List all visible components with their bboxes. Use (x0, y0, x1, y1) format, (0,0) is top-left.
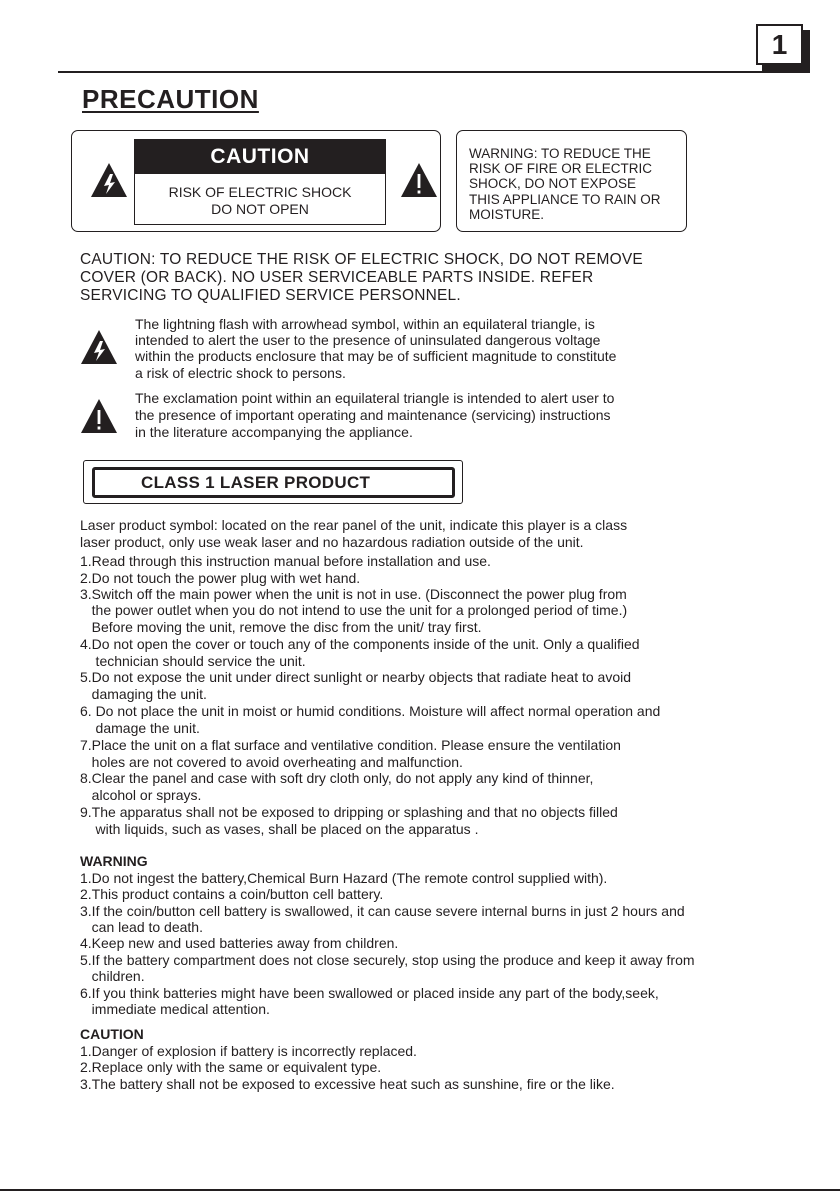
instruction-line: 5.Do not expose the unit under direct sunlight or nearby objects that radiate heat to avoid (80, 669, 632, 685)
instruction-line: damaging the unit. (80, 686, 207, 702)
instruction-line: 3.Switch off the main power when the unit is not in use. (Disconnect the power plug from (80, 586, 627, 602)
lightning-warning-icon (90, 162, 128, 198)
warning-item-line: children. (80, 968, 145, 984)
warning-item-line: 6.If you think batteries might have been swallowed or placed inside any part of the body,seek, (80, 985, 659, 1001)
warning-box-line: WARNING: TO REDUCE THE (469, 146, 651, 161)
instruction-line: 9.The apparatus shall not be exposed to dripping or splashing and that no objects filled (80, 804, 618, 820)
caution-label-line-1: RISK OF ELECTRIC SHOCK (168, 184, 352, 200)
instruction-line: Before moving the unit, remove the disc from the unit/ tray first. (80, 619, 482, 635)
lightning-note-line: a risk of electric shock to persons. (135, 365, 346, 381)
exclamation-warning-icon (400, 162, 438, 198)
instruction-line: 4.Do not open the cover or touch any of the components inside of the unit. Only a qualified (80, 636, 640, 652)
instruction-line: the power outlet when you do not intend to use the unit for a prolonged period of time.) (80, 602, 628, 618)
laser-text-line: Laser product symbol: located on the rear panel of the unit, indicate this player is a class (80, 517, 628, 533)
instruction-line: 8.Clear the panel and case with soft dry cloth only, do not apply any kind of thinner, (80, 770, 594, 786)
page-title: PRECAUTION (82, 84, 259, 114)
warning-item-line: 2.This product contains a coin/button cell battery. (80, 886, 384, 902)
instruction-line: 7.Place the unit on a flat surface and ventilative condition. Please ensure the ventilation (80, 737, 621, 753)
warning-item-line: 4.Keep new and used batteries away from children. (80, 935, 399, 951)
exclamation-note-line: the presence of important operating and maintenance (servicing) instructions (135, 407, 611, 423)
caution-heading: CAUTION (80, 1026, 144, 1042)
laser-label: CLASS 1 LASER PRODUCT (92, 467, 455, 498)
instruction-line: technician should service the unit. (80, 653, 306, 669)
exclamation-note-line: The exclamation point within an equilateral triangle is intended to alert user to (135, 390, 615, 406)
instruction-line: holes are not covered to avoid overheating and malfunction. (80, 754, 463, 770)
page-number: 1 (756, 24, 803, 65)
warning-box-line: SHOCK, DO NOT EXPOSE (469, 176, 637, 191)
caution-label-heading: CAUTION (134, 139, 386, 174)
footer-rule (0, 1189, 840, 1191)
warning-box-line: MOISTURE. (469, 207, 545, 222)
lightning-warning-icon (80, 329, 118, 365)
caution-statement-line: COVER (OR BACK). NO USER SERVICEABLE PARTS INSIDE. REFER (80, 269, 594, 286)
caution-item-line: 3.The battery shall not be exposed to excessive heat such as sunshine, fire or the like. (80, 1076, 615, 1092)
lightning-note-line: intended to alert the user to the presence of uninsulated dangerous voltage (135, 332, 601, 348)
warning-item-line: 1.Do not ingest the battery,Chemical Burn Hazard (The remote control supplied with). (80, 870, 608, 886)
caution-statement-line: SERVICING TO QUALIFIED SERVICE PERSONNEL. (80, 287, 461, 304)
instruction-line: 6. Do not place the unit in moist or humid conditions. Moisture will affect normal operation and (80, 703, 661, 719)
caution-statement-line: CAUTION: TO REDUCE THE RISK OF ELECTRIC SHOCK, DO NOT REMOVE (80, 251, 643, 268)
exclamation-warning-icon (80, 398, 118, 434)
caution-label-line-2: DO NOT OPEN (211, 201, 309, 217)
header-rule (58, 71, 810, 73)
lightning-note-line: The lightning flash with arrowhead symbol, within an equilateral triangle, is (135, 316, 595, 332)
warning-item-line: 3.If the coin/button cell battery is swallowed, it can cause severe internal burns in just 2 hours and (80, 903, 685, 919)
instruction-line: with liquids, such as vases, shall be placed on the apparatus . (80, 821, 479, 837)
caution-item-line: 2.Replace only with the same or equivalent type. (80, 1059, 382, 1075)
warning-item-line: can lead to death. (80, 919, 203, 935)
instruction-line: 1.Read through this instruction manual before installation and use. (80, 553, 491, 569)
warning-box-line: RISK OF FIRE OR ELECTRIC (469, 161, 653, 176)
caution-item-line: 1.Danger of explosion if battery is incorrectly replaced. (80, 1043, 417, 1059)
warning-item-line: 5.If the battery compartment does not close securely, stop using the produce and keep it away from (80, 952, 695, 968)
laser-text-line: laser product, only use weak laser and no hazardous radiation outside of the unit. (80, 534, 584, 550)
instruction-line: alcohol or sprays. (80, 787, 202, 803)
warning-item-line: immediate medical attention. (80, 1001, 270, 1017)
lightning-note-line: within the products enclosure that may be of sufficient magnitude to constitute (135, 348, 617, 364)
exclamation-note-line: in the literature accompanying the appliance. (135, 424, 413, 440)
instruction-line: damage the unit. (80, 720, 200, 736)
warning-heading: WARNING (80, 853, 148, 869)
warning-box-line: THIS APPLIANCE TO RAIN OR (469, 192, 661, 207)
instruction-line: 2.Do not touch the power plug with wet hand. (80, 570, 361, 586)
